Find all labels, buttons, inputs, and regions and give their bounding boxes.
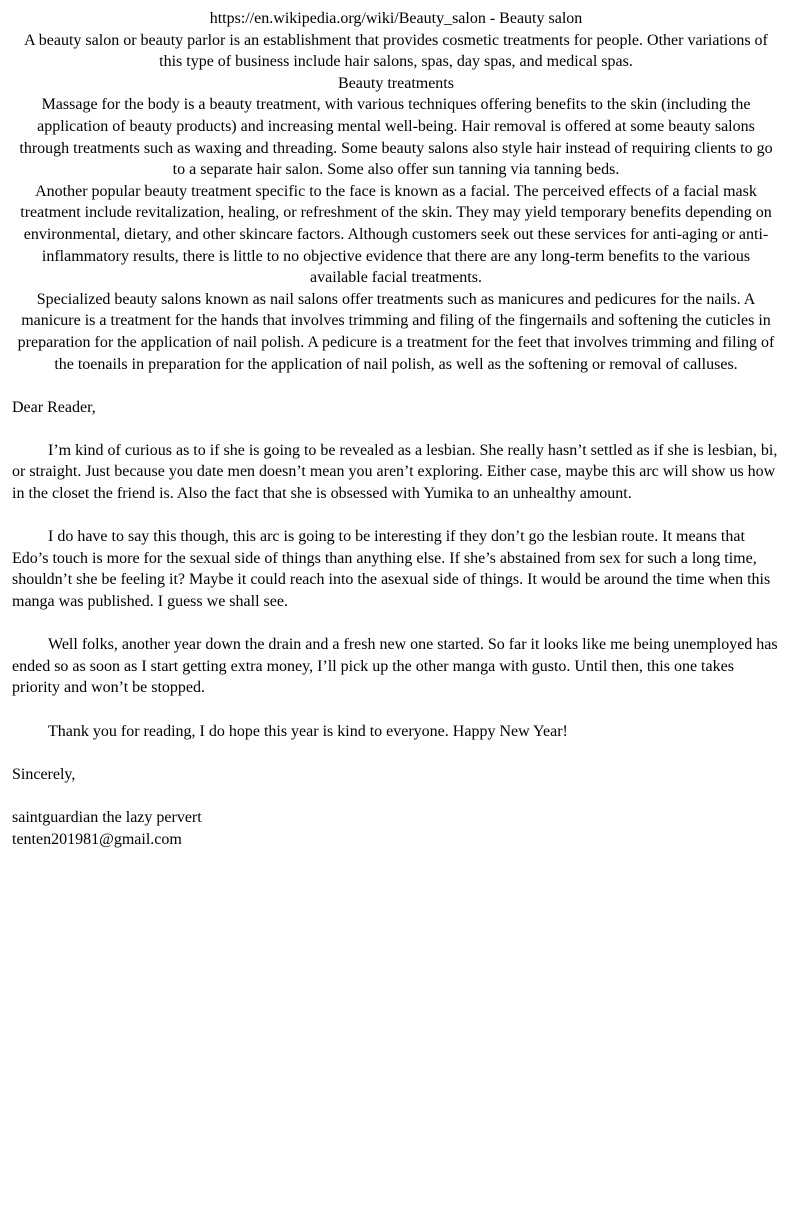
letter — [12, 397, 780, 850]
article-paragraph-facial: Another popular beauty treatment specific to the face is known as a facial. The perceived effects of a facial mask treatment include revitalization, healing, or refreshment of the skin. They may yield temporary benefits depending on environmental, dietary, and other skincare factors. Although customers seek out these services for anti-aging or anti-inflammatory results, there is little to no objective evidence that there are any long-term benefits to the various available facial treatments. — [20, 182, 772, 287]
article-excerpt — [12, 8, 780, 375]
article-paragraph-nails: Specialized beauty salons known as nail salons offer treatments such as manicures and pedicures for the nails. A manicure is a treatment for the hands that involves trimming and filing of the fingernails and softening the cuticles in preparation for the application of nail polish. A pedicure is a treatment for the feet that involves trimming and filing of the toenails in preparation for the application of nail polish, as well as the softening or removal of calluses. — [17, 290, 775, 373]
letter-paragraph: Well folks, another year down the drain and a fresh new one started. So far it looks like me being unemployed has ended so as soon as I start getting extra money, I’ll pick up the other manga with gusto. Until then, this one takes priority and won’t be stopped. — [12, 636, 778, 697]
letter-paragraph: I’m kind of curious as to if she is going to be revealed as a lesbian. She really hasn’t settled as if she is lesbian, bi, or straight. Just because you date men doesn’t mean you aren’t exploring. Either case, maybe this arc will show us how in the closet the friend is. Also the fact that she is obsessed with Yumika to an unhealthy amount. — [12, 441, 778, 503]
section-heading: Beauty treatments — [338, 74, 454, 92]
letter-email: tenten201981@gmail.com — [12, 830, 182, 848]
letter-closing: Sincerely, — [12, 765, 76, 783]
letter-greeting: Dear Reader, — [12, 398, 96, 416]
letter-paragraph: I do have to say this though, this arc is going to be interesting if they don’t go the lesbian route. It means that Edo’s touch is more for the sexual side of things than anything else. If she’s abstained from sex for such a long time, shouldn’t she be feeling it? Maybe it could reach into the asexual side of things. It would be around the time when this manga was published. I guess we shall see. — [12, 528, 771, 611]
letter-paragraph: Thank you for reading, I do hope this year is kind to everyone. Happy New Year! — [48, 722, 568, 740]
article-paragraph-massage: Massage for the body is a beauty treatment, with various techniques offering benefits to the skin (including the application of beauty products) and increasing mental well-being. Hair removal is offered at some beauty salons through treatments such as waxing and threading. Some beauty salons also style hair instead of requiring clients to go to a separate hair salon. Some also offer sun tanning via tanning beds. — [19, 96, 773, 179]
letter-signature: saintguardian the lazy pervert — [12, 808, 202, 826]
article-intro: A beauty salon or beauty parlor is an establishment that provides cosmetic treatments for people. Other variations of this type of business include hair salons, spas, day spas, and medical spas. — [24, 31, 768, 71]
source-line: https://en.wikipedia.org/wiki/Beauty_salon - Beauty salon — [209, 10, 583, 27]
